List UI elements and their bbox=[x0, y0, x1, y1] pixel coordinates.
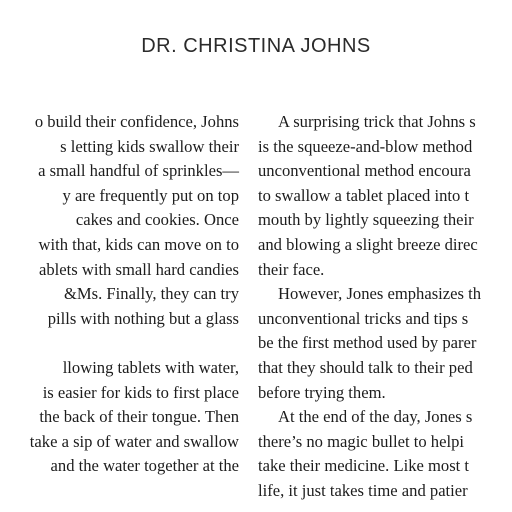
left-line: and the water together at the bbox=[50, 456, 239, 476]
right-line-paragraph-start: At the end of the day, Jones s bbox=[278, 407, 473, 427]
right-text-column bbox=[258, 110, 512, 504]
left-line: &Ms. Finally, they can try bbox=[64, 284, 239, 304]
right-line: be the first method used by parer bbox=[258, 333, 477, 353]
left-text-column bbox=[0, 110, 239, 479]
left-line-blank bbox=[0, 331, 239, 356]
right-line: is the squeeze-and-blow method bbox=[258, 136, 473, 156]
left-line: s letting kids swallow their bbox=[60, 136, 239, 156]
right-line: to swallow a tablet placed into t bbox=[258, 185, 470, 205]
left-line: pills with nothing but a glass bbox=[47, 308, 239, 328]
left-line: cakes and cookies. Once bbox=[75, 210, 239, 230]
left-line: take a sip of water and swallow bbox=[29, 431, 239, 451]
right-line: before trying them. bbox=[258, 382, 386, 402]
left-line: a small handful of sprinkles— bbox=[38, 161, 239, 181]
left-line: the back of their tongue. Then bbox=[39, 407, 239, 427]
right-line: take their medicine. Like most t bbox=[258, 456, 470, 476]
right-line: unconventional method encoura bbox=[258, 161, 471, 181]
page-header-author: DR. CHRISTINA JOHNS bbox=[141, 35, 371, 57]
right-line: their face. bbox=[258, 259, 325, 279]
left-line: llowing tablets with water, bbox=[62, 357, 239, 377]
right-line: mouth by lightly squeezing their bbox=[258, 210, 474, 230]
left-line: with that, kids can move on to bbox=[38, 234, 239, 254]
right-line-paragraph-start: A surprising trick that Johns s bbox=[278, 112, 476, 131]
right-line: and blowing a slight breeze direc bbox=[258, 234, 478, 254]
left-line: is easier for kids to first place bbox=[42, 382, 239, 402]
right-line: there’s no magic bullet to helpi bbox=[258, 431, 464, 451]
left-line: o build their confidence, Johns bbox=[34, 112, 239, 131]
right-line: unconventional tricks and tips s bbox=[258, 308, 469, 328]
right-line: that they should talk to their ped bbox=[258, 357, 473, 377]
right-line: life, it just takes time and patier bbox=[258, 480, 468, 500]
left-line: ablets with small hard candies bbox=[39, 259, 239, 279]
right-line-paragraph-start: However, Jones emphasizes th bbox=[278, 284, 482, 304]
left-line: y are frequently put on top bbox=[62, 185, 239, 205]
